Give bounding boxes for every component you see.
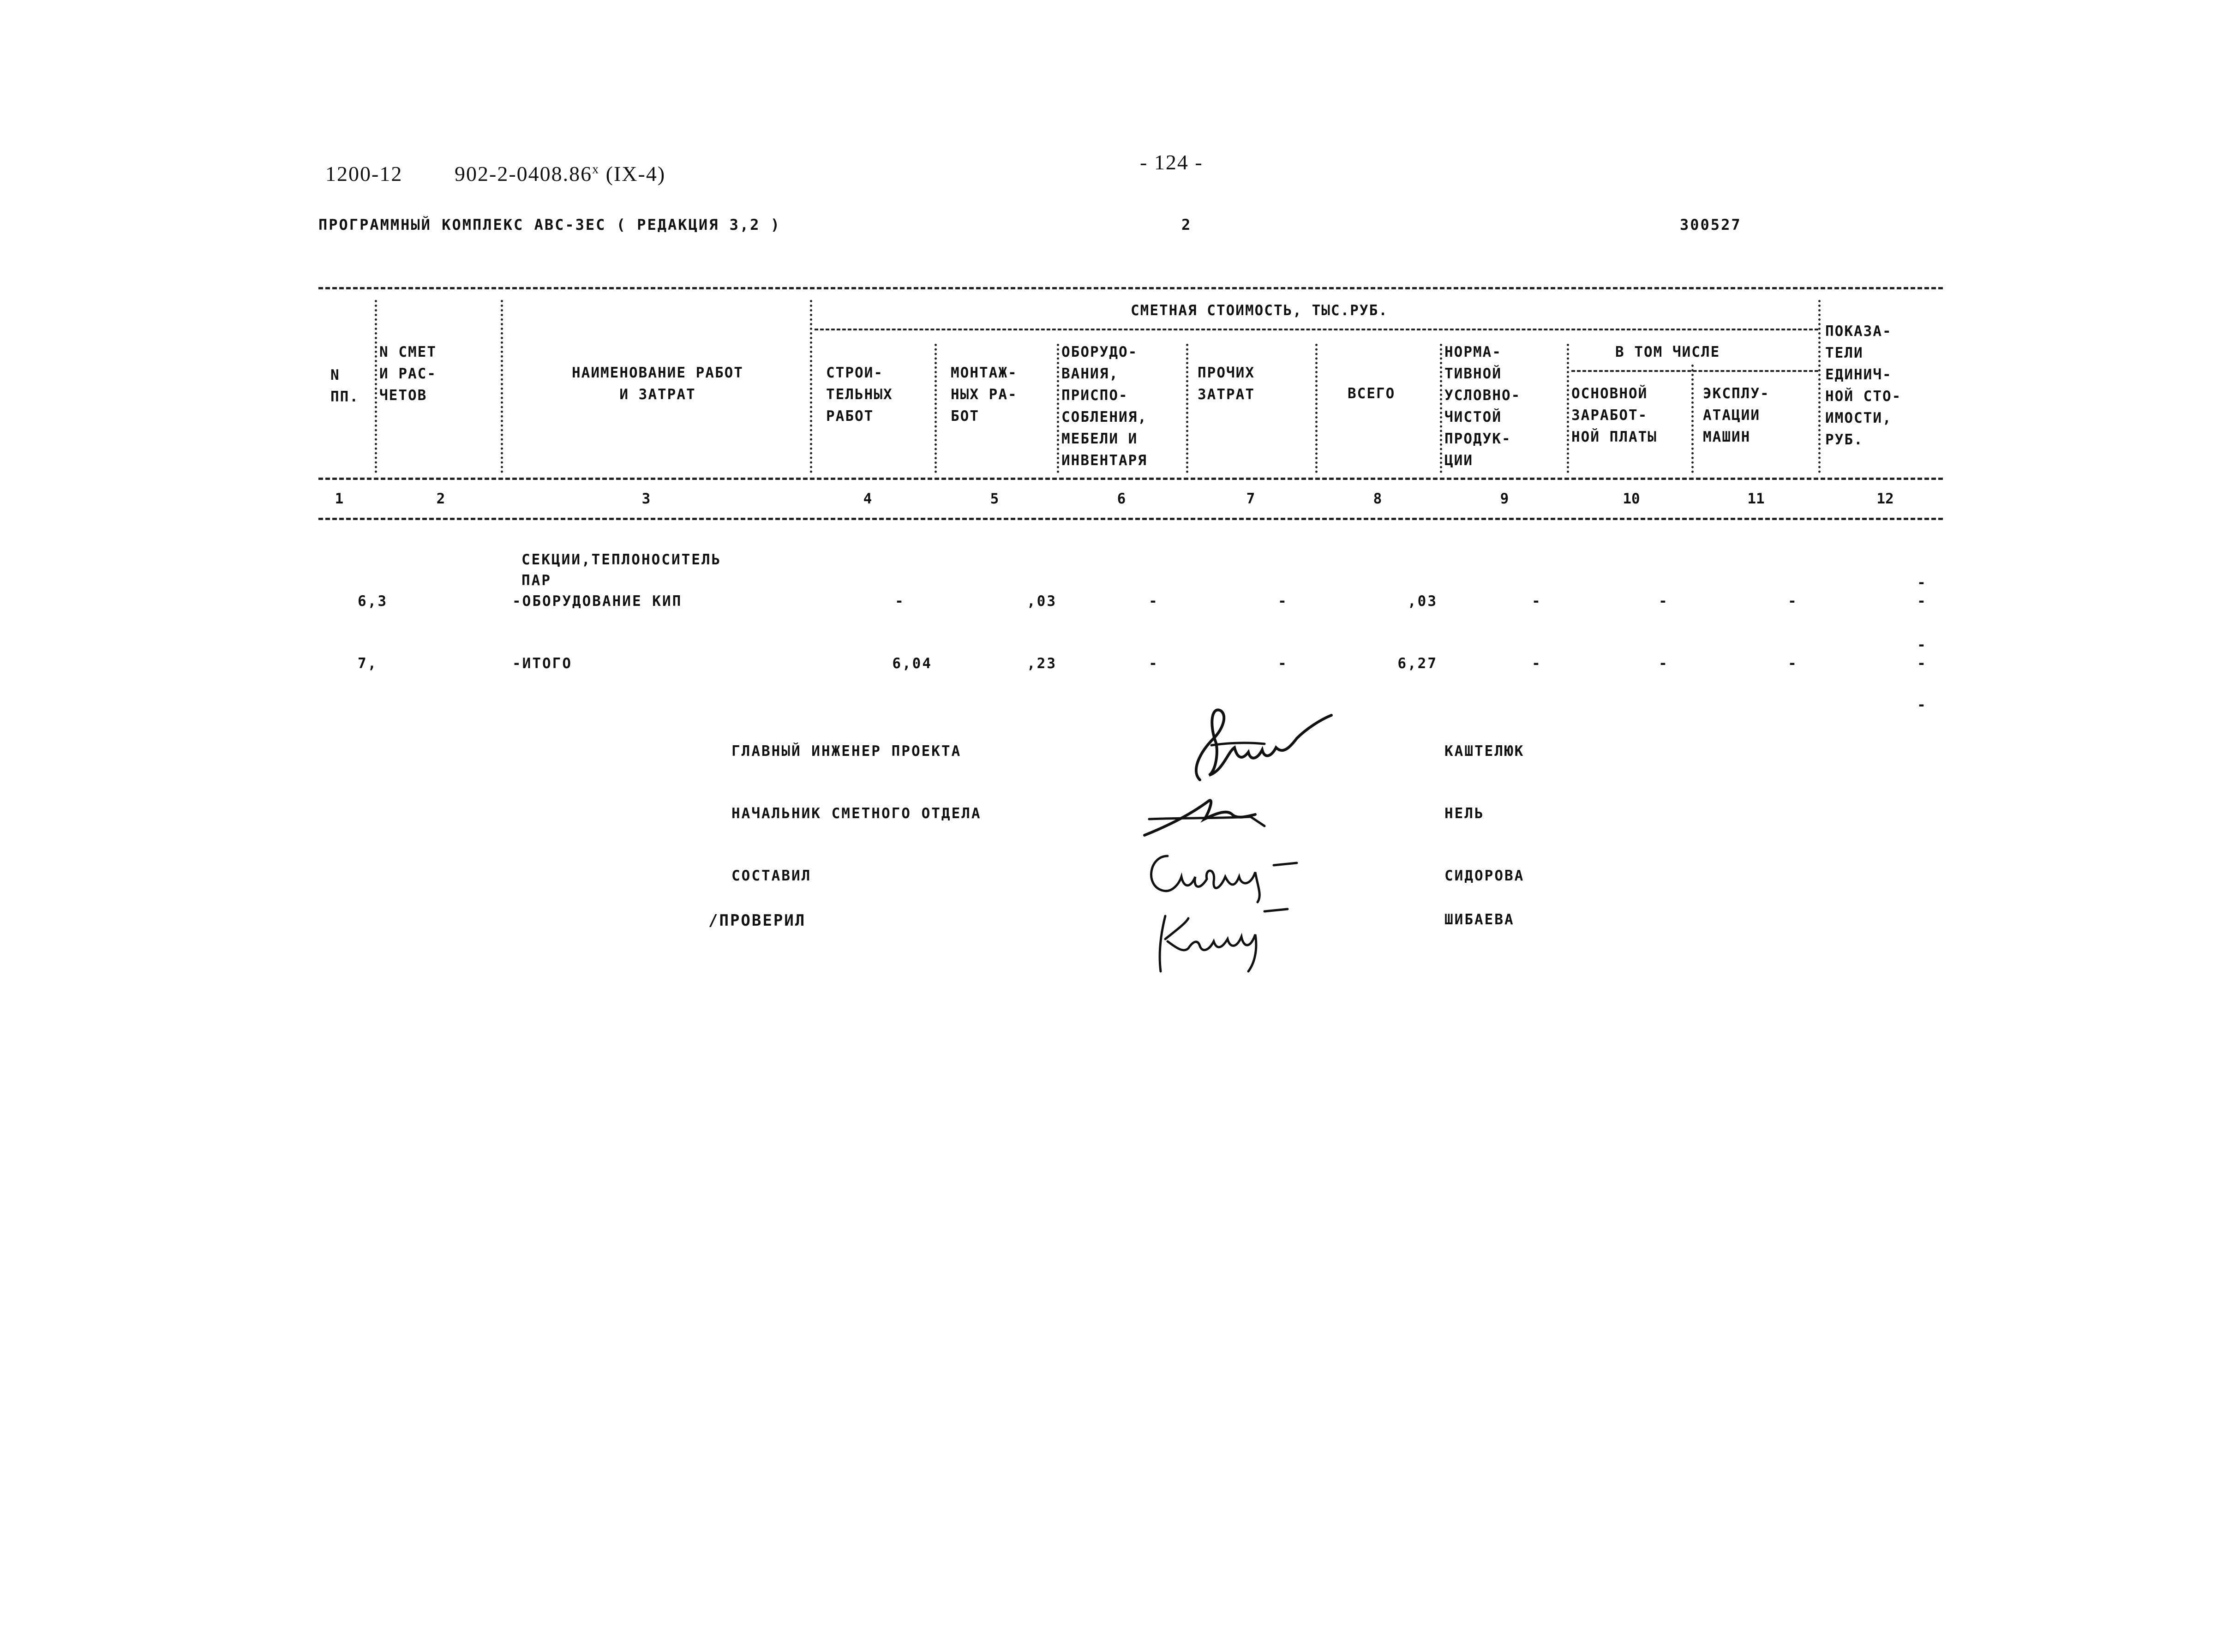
column-separator <box>375 300 377 473</box>
row-number: 6,3 <box>358 593 388 610</box>
signature-name: КАШТЕЛЮК <box>1444 743 1525 760</box>
signature-role: НАЧАЛЬНИК СМЕТНОГО ОТДЕЛА <box>731 805 982 822</box>
col-header-5: МОНТАЖ- НЫХ РА- БОТ <box>951 365 1018 425</box>
cell-machines: - <box>1788 593 1798 610</box>
column-separator <box>1567 344 1569 473</box>
column-separator <box>810 300 812 473</box>
column-separator <box>501 300 503 473</box>
signature-name: ШИБАЕВА <box>1444 911 1515 928</box>
project-code-number: 902-2-0408.86 <box>455 162 593 186</box>
cell-total: ,03 <box>1408 593 1438 610</box>
cell-installation: ,03 <box>1027 593 1057 610</box>
subgroup-header: В ТОМ ЧИСЛЕ <box>1615 344 1720 360</box>
column-number: 1 <box>335 491 344 507</box>
column-number: 3 <box>641 491 651 507</box>
column-number: 2 <box>436 491 445 507</box>
signature-name: НЕЛЬ <box>1444 805 1485 822</box>
cell-equipment: - <box>1149 593 1159 610</box>
trailing-dash: - <box>1917 697 1927 713</box>
signature-role: ГЛАВНЫЙ ИНЖЕНЕР ПРОЕКТА <box>731 743 962 760</box>
group-header-rule <box>815 329 1818 330</box>
sheet-number: 2 <box>1181 216 1192 233</box>
page-number: - 124 - <box>1140 150 1203 174</box>
column-separator <box>1057 344 1059 473</box>
subgroup-header-rule <box>1571 370 1818 372</box>
column-separator <box>1440 344 1442 473</box>
column-number: 8 <box>1373 491 1382 507</box>
cell-unit-cost: - <box>1917 575 1927 591</box>
cell-unit-cost: - <box>1917 593 1927 610</box>
cell-wages: - <box>1659 593 1669 610</box>
group-header: СМЕТНАЯ СТОИМОСТЬ, ТЫС.РУБ. <box>1131 302 1388 319</box>
col-header-11: ЭКСПЛУ- АТАЦИИ МАШИН <box>1703 385 1770 445</box>
handwritten-signature-2 <box>1140 794 1288 844</box>
handwritten-signature-1 <box>1172 701 1348 794</box>
cell-normative: - <box>1532 655 1542 672</box>
column-separator <box>1818 300 1821 473</box>
cell-installation: ,23 <box>1027 655 1057 672</box>
signature-role: /ПРОВЕРИЛ <box>708 911 806 930</box>
cell-normative: - <box>1532 593 1542 610</box>
col-header-12: ПОКАЗА- ТЕЛИ ЕДИНИЧ- НОЙ СТО- ИМОСТИ, РУБ. <box>1825 323 1902 448</box>
column-number: 10 <box>1623 491 1640 507</box>
col-header-10: ОСНОВНОЙ ЗАРАБОТ- НОЙ ПЛАТЫ <box>1571 385 1657 445</box>
handwritten-signature-3 <box>1140 844 1315 904</box>
table-top-rule <box>318 287 1943 289</box>
column-separator <box>1315 344 1318 473</box>
column-number: 5 <box>990 491 999 507</box>
col-header-2: N СМЕТ И РАС- ЧЕТОВ <box>379 344 437 404</box>
section-title-cont: ПАР <box>521 572 551 589</box>
cell-total: 6,27 <box>1397 655 1438 672</box>
column-number: 7 <box>1246 491 1255 507</box>
row-number: 7, <box>358 655 378 672</box>
section-title: СЕКЦИИ,ТЕПЛОНОСИТЕЛЬ <box>521 551 722 568</box>
column-separator <box>1691 365 1694 473</box>
col-header-9: НОРМА- ТИВНОЙ УСЛОВНО- ЧИСТОЙ ПРОДУК- ЦИИ <box>1444 344 1521 469</box>
doc-id: 300527 <box>1680 216 1742 233</box>
project-code-part: (IX-4) <box>605 162 666 186</box>
cell-other: - <box>1278 655 1288 672</box>
col-header-3: НАИМЕНОВАНИЕ РАБОТ И ЗАТРАТ <box>572 365 743 403</box>
column-separator <box>1186 344 1188 473</box>
cell-construction: - <box>895 593 905 610</box>
col-header-7: ПРОЧИХ ЗАТРАТ <box>1198 365 1255 403</box>
column-number: 4 <box>863 491 872 507</box>
handwritten-signature-4 <box>1140 902 1306 981</box>
column-number: 12 <box>1876 491 1894 507</box>
col-header-6: ОБОРУДО- ВАНИЯ, ПРИСПО- СОБЛЕНИЯ, МЕБЕЛИ И ИНВЕНТАРЯ <box>1061 344 1147 469</box>
column-number: 9 <box>1500 491 1509 507</box>
signature-role: СОСТАВИЛ <box>731 868 812 884</box>
col-header-8: ВСЕГО <box>1348 385 1396 402</box>
column-number: 6 <box>1117 491 1126 507</box>
cell-equipment: - <box>1149 655 1159 672</box>
column-number: 11 <box>1747 491 1765 507</box>
cell-unit-cost: - <box>1917 655 1927 672</box>
cell-machines: - <box>1788 655 1798 672</box>
col-header-4: СТРОИ- ТЕЛЬНЫХ РАБОТ <box>826 365 893 425</box>
cell-wages: - <box>1659 655 1669 672</box>
signature-name: СИДОРОВА <box>1444 868 1525 884</box>
column-separator <box>935 344 937 473</box>
table-header-rule <box>318 478 1943 480</box>
cell-unit-cost: - <box>1917 637 1927 653</box>
doc-code: 1200-12 <box>325 162 403 186</box>
col-header-1: N ПП. <box>330 367 359 405</box>
row-name: -ОБОРУДОВАНИЕ КИП <box>512 593 683 610</box>
table-numbers-rule <box>318 518 1943 520</box>
cell-construction: 6,04 <box>892 655 932 672</box>
program-line: ПРОГРАММНЫЙ КОМПЛЕКС АВС-ЗЕС ( РЕДАКЦИЯ 3,2 ) <box>318 216 781 233</box>
row-name: -ИТОГО <box>512 655 572 672</box>
project-code-superscript: x <box>592 162 600 177</box>
project-code <box>455 162 665 186</box>
cell-other: - <box>1278 593 1288 610</box>
